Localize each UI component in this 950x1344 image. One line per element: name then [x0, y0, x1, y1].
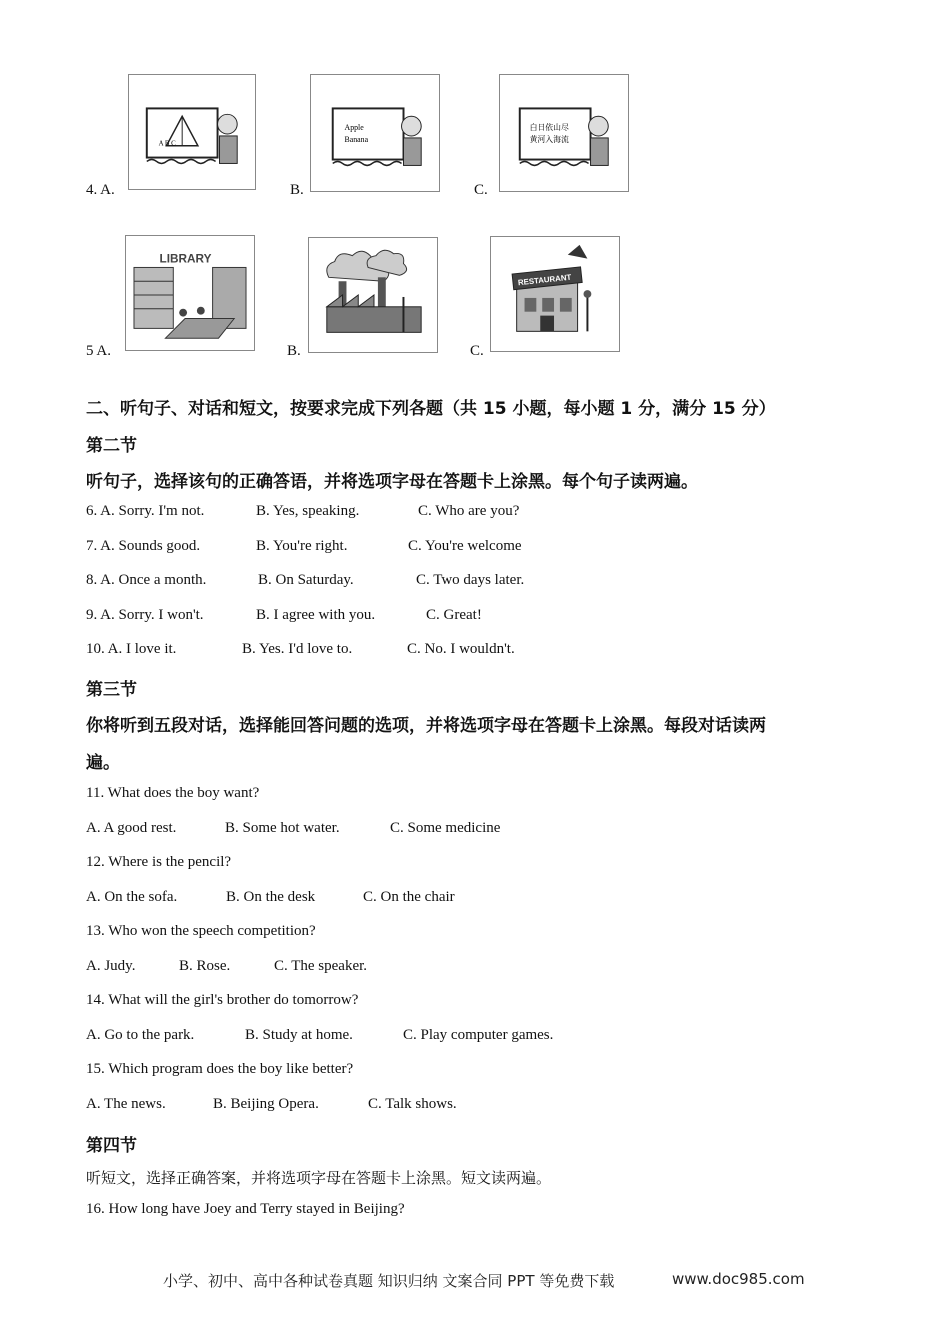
library-icon [126, 236, 254, 350]
q4-c-line1: 白日依山尽 [529, 123, 569, 133]
q4-label-a: 4. A. [86, 182, 115, 198]
section4-title: 第四节 [86, 1136, 137, 1156]
section2-instruction: 听句子，选择该句的正确答语，并将选项字母在答题卡上涂黑。每个句子读两遍。 [86, 472, 698, 492]
q9-option-b: B. I agree with you. [256, 607, 376, 623]
q14-option-a: A. Go to the park. [86, 1027, 195, 1043]
section4-instruction: 听短文，选择正确答案，并将选项字母在答题卡上涂黑。短文读两遍。 [86, 1169, 552, 1187]
q4-option-b-image [310, 74, 440, 192]
q13-option-b: B. Rose. [179, 958, 231, 974]
q4-b-line2: Banana [344, 134, 369, 144]
q7-option-c: C. You're welcome [408, 538, 522, 554]
q4-label-c: C. [474, 182, 488, 198]
q4-a-text: A B C [158, 140, 176, 148]
q14-option-b: B. Study at home. [245, 1027, 353, 1043]
q10-option-a: 10. A. I love it. [86, 641, 177, 657]
q13-option-c: C. The speaker. [274, 958, 368, 974]
q11-option-b: B. Some hot water. [225, 820, 340, 836]
q5-option-c-image [490, 236, 620, 352]
q10-option-c: C. No. I wouldn't. [407, 641, 515, 657]
q11-option-a: A. A good rest. [86, 820, 177, 836]
q13-option-a: A. Judy. [86, 958, 136, 974]
q4-label-b: B. [290, 182, 304, 198]
q4-c-line2: 黄河入海流 [529, 134, 569, 144]
section3-instruction-line1: 你将听到五段对话，选择能回答问题的选项，并将选项字母在答题卡上涂黑。每段对话读两 [86, 716, 766, 736]
q15-option-a: A. The news. [86, 1096, 166, 1112]
q9-option-c: C. Great! [426, 607, 482, 623]
restaurant-icon [491, 237, 619, 351]
q16-question: 16. How long have Joey and Terry stayed in Beijing? [86, 1201, 405, 1217]
chinese-poem-blackboard-icon [500, 75, 628, 191]
q4-b-line1: Apple [344, 123, 364, 133]
q4-option-c-image [499, 74, 629, 192]
q5-option-b-image [308, 237, 438, 353]
q14-question: 14. What will the girl's brother do tomorrow? [86, 992, 359, 1008]
section2-title: 第二节 [86, 436, 137, 456]
q12-question: 12. Where is the pencil? [86, 854, 232, 870]
q5-c-sign: RESTAURANT [517, 272, 572, 288]
q5-label-a: 5 A. [86, 343, 112, 359]
q8-option-a: 8. A. Once a month. [86, 572, 207, 588]
triangle-blackboard-icon [129, 75, 255, 189]
q10-option-b: B. Yes. I'd love to. [242, 641, 353, 657]
q5-a-sign: LIBRARY [159, 252, 212, 266]
footer-text: 小学、初中、高中各种试卷真题 知识归纳 文案合同 PPT 等免费下载 [163, 1272, 615, 1290]
q6-option-a: 6. A. Sorry. I'm not. [86, 503, 205, 519]
factory-icon [309, 238, 437, 352]
q12-option-c: C. On the chair [363, 889, 455, 905]
q6-option-b: B. Yes, speaking. [256, 503, 360, 519]
q13-question: 13. Who won the speech competition? [86, 923, 316, 939]
section3-instruction-line2: 遍。 [86, 753, 120, 773]
q14-option-c: C. Play computer games. [403, 1027, 554, 1043]
q11-question: 11. What does the boy want? [86, 785, 260, 801]
q7-option-b: B. You're right. [256, 538, 348, 554]
section3-title: 第三节 [86, 680, 137, 700]
q8-option-c: C. Two days later. [416, 572, 525, 588]
q15-question: 15. Which program does the boy like better? [86, 1061, 354, 1077]
footer-url[interactable]: www.doc985.com [672, 1270, 805, 1288]
q6-option-c: C. Who are you? [418, 503, 520, 519]
q15-option-c: C. Talk shows. [368, 1096, 457, 1112]
q12-option-b: B. On the desk [226, 889, 316, 905]
q15-option-b: B. Beijing Opera. [213, 1096, 319, 1112]
q12-option-a: A. On the sofa. [86, 889, 178, 905]
english-blackboard-icon [311, 75, 439, 191]
part2-heading: 二、听句子、对话和短文，按要求完成下列各题（共 15 小题，每小题 1 分，满分 15 分） [86, 399, 776, 419]
q7-option-a: 7. A. Sounds good. [86, 538, 201, 554]
q5-option-a-image [125, 235, 255, 351]
q9-option-a: 9. A. Sorry. I won't. [86, 607, 204, 623]
q8-option-b: B. On Saturday. [258, 572, 354, 588]
q11-option-c: C. Some medicine [390, 820, 501, 836]
q4-option-a-image [128, 74, 256, 190]
q5-label-b: B. [287, 343, 301, 359]
q5-label-c: C. [470, 343, 484, 359]
